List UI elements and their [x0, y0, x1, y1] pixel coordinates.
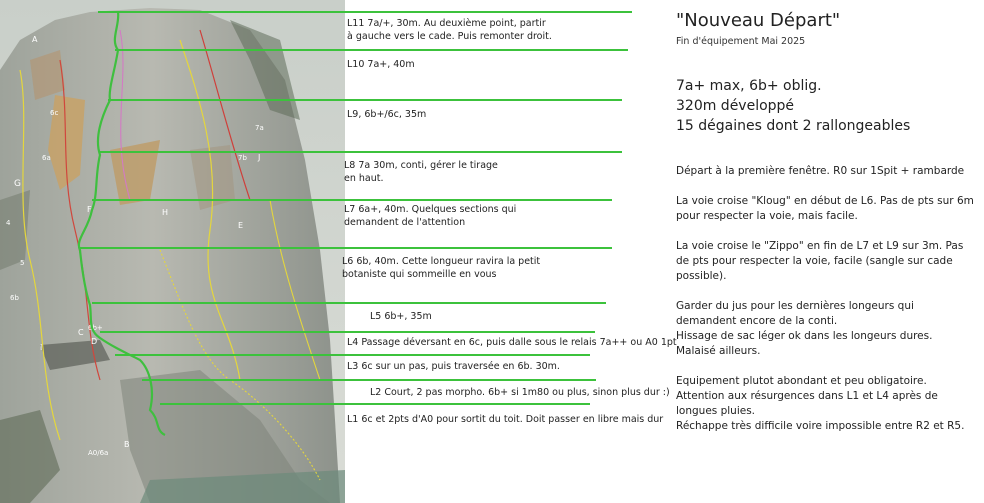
- topo-label-j: J: [258, 153, 261, 162]
- pitch-l2: L2 Court, 2 pas morpho. 6b+ si 1m80 ou plus, sinon plus dur :): [370, 387, 670, 398]
- topo-label-a: A: [32, 35, 38, 44]
- pitch-l1: L1 6c et 2pts d'A0 pour sortit du toit. Doit passer en libre mais dur: [347, 414, 664, 425]
- topo-grade-5: 5: [20, 259, 25, 267]
- topo-label-d: D: [91, 337, 98, 346]
- pitch-l6: L6 6b, 40m. Cette longueur ravira la petit botaniste qui sommeille en vous: [342, 256, 541, 280]
- topo-label-h: H: [162, 208, 169, 217]
- topo-label-b: B: [124, 440, 130, 449]
- note-equipment: Equipement plutot abondant et peu obligatoire. Attention aux résurgences dans L1 et L4 après de longues pluies. Réchappe très difficile voire impossible entre R2 et R5.: [676, 375, 965, 432]
- equipment-date: Fin d'équipement Mai 2025: [676, 36, 806, 47]
- note-energy: Garder du jus pour les dernières longeurs qui demandent encore de la conti. Hissage de sac léger ok dans les longeurs dures. Malaisé ailleurs.: [676, 300, 933, 357]
- topo-grade-6c: 6c: [50, 109, 59, 117]
- topo-label-f: F: [87, 205, 92, 214]
- topo-label-i: I: [40, 343, 43, 352]
- pitch-l7: L7 6a+, 40m. Quelques sections qui demandent de l'attention: [344, 204, 517, 228]
- summary-quickdraws: 15 dégaines dont 2 rallongeables: [676, 118, 911, 134]
- pitch-l11: L11 7a/+, 30m. Au deuxième point, partir à gauche vers le cade. Puis remonter droit.: [347, 18, 552, 42]
- note-kloug: La voie croise "Kloug" en début de L6. Pas de pts sur 6m pour respecter la voie, mais facile.: [676, 195, 974, 222]
- pitch-l5: L5 6b+, 35m: [370, 311, 432, 322]
- topo-grade-7a: 7a: [255, 124, 264, 132]
- pitch-l4: L4 Passage déversant en 6c, puis dalle sous le relais 7a++ ou A0 1pt: [347, 337, 677, 348]
- topo-grade-6b: 6b: [10, 294, 19, 302]
- summary-grade: 7a+ max, 6b+ oblig.: [676, 78, 822, 94]
- cliff-photo: [0, 0, 345, 503]
- summary-length: 320m développé: [676, 98, 795, 114]
- topo-label-c: C: [78, 328, 84, 337]
- route-summary: [676, 76, 910, 136]
- note-zippo: La voie croise le "Zippo" en fin de L7 et L9 sur 3m. Pas de pts pour respecter la voie, facile (sangle sur cade possible).: [676, 240, 964, 282]
- topo-grade-4: 4: [6, 219, 11, 227]
- pitch-l8: L8 7a 30m, conti, gérer le tirage en haut.: [344, 160, 498, 184]
- topo-grade-a0-6a: A0/6a: [88, 449, 109, 457]
- topo-grade-7b: 7b: [238, 154, 247, 162]
- topo-grade-6a: 6a: [42, 154, 51, 162]
- note-start: Départ à la première fenêtre. R0 sur 1Spit + rambarde: [676, 165, 965, 177]
- topo-label-g: G: [14, 179, 21, 189]
- pitch-l10: L10 7a+, 40m: [347, 59, 415, 70]
- topo-label-e: E: [238, 221, 244, 230]
- pitch-l9: L9, 6b+/6c, 35m: [347, 109, 427, 120]
- route-title: "Nouveau Départ": [676, 10, 841, 31]
- topo-grade-6bplus: 6b+: [88, 324, 103, 332]
- pitch-l3: L3 6c sur un pas, puis traversée en 6b. 30m.: [347, 361, 560, 372]
- route-notes: [676, 164, 976, 434]
